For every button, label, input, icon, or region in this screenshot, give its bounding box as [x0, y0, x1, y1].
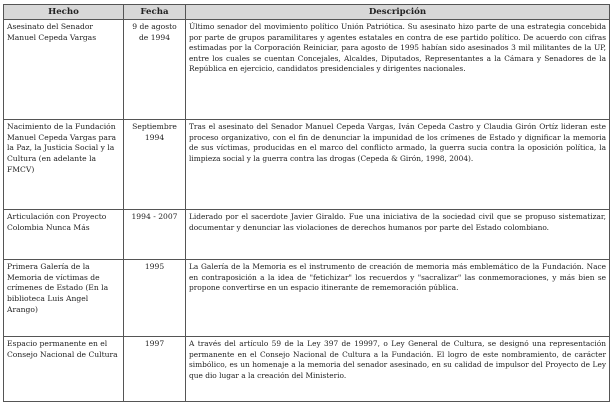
cell-hecho: Nacimiento de la Fundación Manuel Cepeda Vargas para la Paz, la Justicia Social y la Cultura (en adelante la FMCV) [4, 120, 124, 210]
cell-descripcion: La Galería de la Memoria es el instrumento de creación de memoria más emblemático de la Fundación. Nace en contraposición a la idea de "fetichizar" los recuerdos y "sacralizar" las conmemoraciones, y más bien se propone convertirse en un espacio itinerante de rememoración pública. [186, 260, 610, 337]
header-descripcion: Descripción [186, 5, 610, 20]
cell-descripcion: Tras el asesinato del Senador Manuel Cepeda Vargas, Iván Cepeda Castro y Claudia Girón Ortíz lideran este proceso organizativo, con el fin de denunciar la impunidad de los crímenes de Estado y dignificar la memoria de sus víctimas, producidas en el marco del conflicto armado, la guerra sucia contra la oposición política, la limpieza social y la guerra contra las drogas (Cepeda & Girón, 1998, 2004). [186, 120, 610, 210]
header-hecho: Hecho [4, 5, 124, 20]
table-row [4, 337, 610, 402]
cell-fecha: 9 de agosto de 1994 [124, 20, 186, 120]
table-row [4, 210, 610, 260]
cell-hecho: Espacio permanente en el Consejo Nacional de Cultura [4, 337, 124, 402]
cell-fecha: Septiembre 1994 [124, 120, 186, 210]
cell-descripcion: Último senador del movimiento político Unión Patriótica. Su asesinato hizo parte de una estrategia concebida por parte de grupos paramilitares y agentes estatales en contra de ese partido político. De acuerdo con cifras estimadas por la Corporación Reiniciar, para agosto de 1995 habían sido asesinados 3 mil militantes de la UP, entre los cuales se cuentan Concejales, Alcaldes, Diputados, Representantes a la Cámara y Senadores de la República en ejercicio, candidatos presidenciales y dirigentes nacionales. [186, 20, 610, 120]
table-header-row [4, 5, 610, 20]
cell-fecha: 1997 [124, 337, 186, 402]
header-fecha: Fecha [124, 5, 186, 20]
cell-descripcion: Liderado por el sacerdote Javier Giraldo. Fue una iniciativa de la sociedad civil que se propuso sistematizar, documentar y denunciar las violaciones de derechos humanos por parte del Estado colombiano. [186, 210, 610, 260]
cell-hecho: Primera Galería de la Memoria de víctimas de crímenes de Estado (En la biblioteca Luis Angel Arango) [4, 260, 124, 337]
table-row [4, 120, 610, 210]
events-table [3, 4, 610, 402]
cell-hecho: Articulación con Proyecto Colombia Nunca Más [4, 210, 124, 260]
table-row [4, 260, 610, 337]
table-row [4, 20, 610, 120]
cell-fecha: 1995 [124, 260, 186, 337]
cell-fecha: 1994 - 2007 [124, 210, 186, 260]
cell-hecho: Asesinato del Senador Manuel Cepeda Vargas [4, 20, 124, 120]
cell-descripcion: A través del artículo 59 de la Ley 397 de 19997, o Ley General de Cultura, se designó una representación permanente en el Consejo Nacional de Cultura a la Fundación. El logro de este nombramiento, de carácter simbólico, es un homenaje a la memoria del senador asesinado, en su calidad de impulsor del Proyecto de Ley que dio lugar a la creación del Ministerio. [186, 337, 610, 402]
